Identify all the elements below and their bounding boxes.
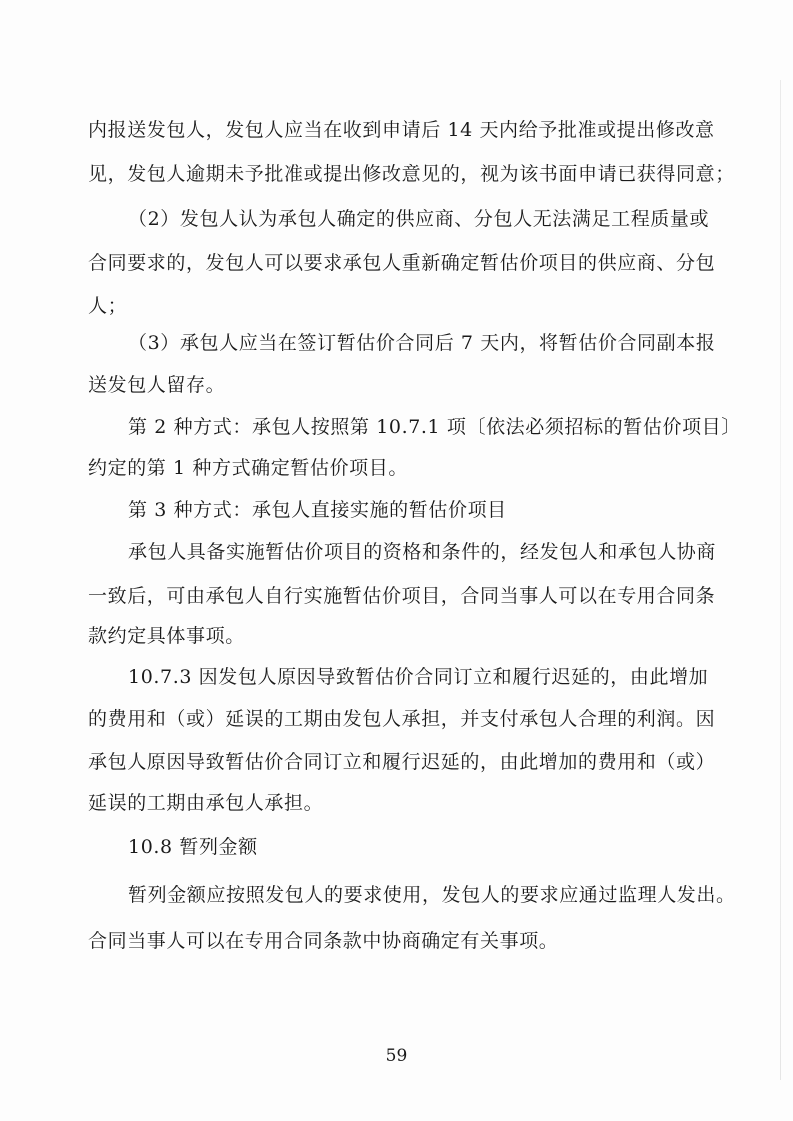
section-heading-10-8: 10.8 暂列金额 <box>128 836 258 858</box>
body-text-line: 延误的工期由承包人承担。 <box>88 792 324 814</box>
body-text-line: 承包人原因导致暂估价合同订立和履行迟延的，由此增加的费用和（或） <box>88 751 716 773</box>
body-text-line: 合同要求的，发包人可以要求承包人重新确定暂估价项目的供应商、分包 <box>88 252 716 274</box>
body-text-line: 见，发包人逾期未予批准或提出修改意见的，视为该书面申请已获得同意； <box>88 163 735 185</box>
body-text-line: 内报送发包人，发包人应当在收到申请后 14 天内给予批准或提出修改意 <box>88 119 715 141</box>
scan-edge-shadow <box>780 80 781 1080</box>
body-text-line: 暂列金额应按照发包人的要求使用，发包人的要求应通过监理人发出。 <box>128 884 736 906</box>
body-text-line: 的费用和（或）延误的工期由发包人承担，并支付承包人合理的利润。因 <box>88 708 716 730</box>
body-text-line: 人； <box>88 295 128 317</box>
clause-item-2: （2）发包人认为承包人确定的供应商、分包人无法满足工程质量或 <box>128 208 710 230</box>
body-text-line: 一致后，可由承包人自行实施暂估价项目，合同当事人可以在专用合同条 <box>88 585 716 607</box>
body-text-line: 送发包人留存。 <box>88 374 226 396</box>
clause-10-7-3: 10.7.3 因发包人原因导致暂估价合同订立和履行迟延的，由此增加 <box>128 666 709 688</box>
page-number: 59 <box>385 1046 408 1066</box>
method-2-text: 第 2 种方式：承包人按照第 10.7.1 项〔依法必须招标的暂估价项目〕 <box>128 416 741 438</box>
body-text-line: 约定的第 1 种方式确定暂估价项目。 <box>88 457 408 479</box>
clause-item-3: （3）承包人应当在签订暂估价合同后 7 天内，将暂估价合同副本报 <box>128 332 716 354</box>
body-text-line: 承包人具备实施暂估价项目的资格和条件的，经发包人和承包人协商 <box>128 541 717 563</box>
body-text-line: 款约定具体事项。 <box>88 625 245 647</box>
body-text-line: 合同当事人可以在专用合同条款中协商确定有关事项。 <box>88 930 559 952</box>
method-3-heading: 第 3 种方式：承包人直接实施的暂估价项目 <box>128 499 507 521</box>
